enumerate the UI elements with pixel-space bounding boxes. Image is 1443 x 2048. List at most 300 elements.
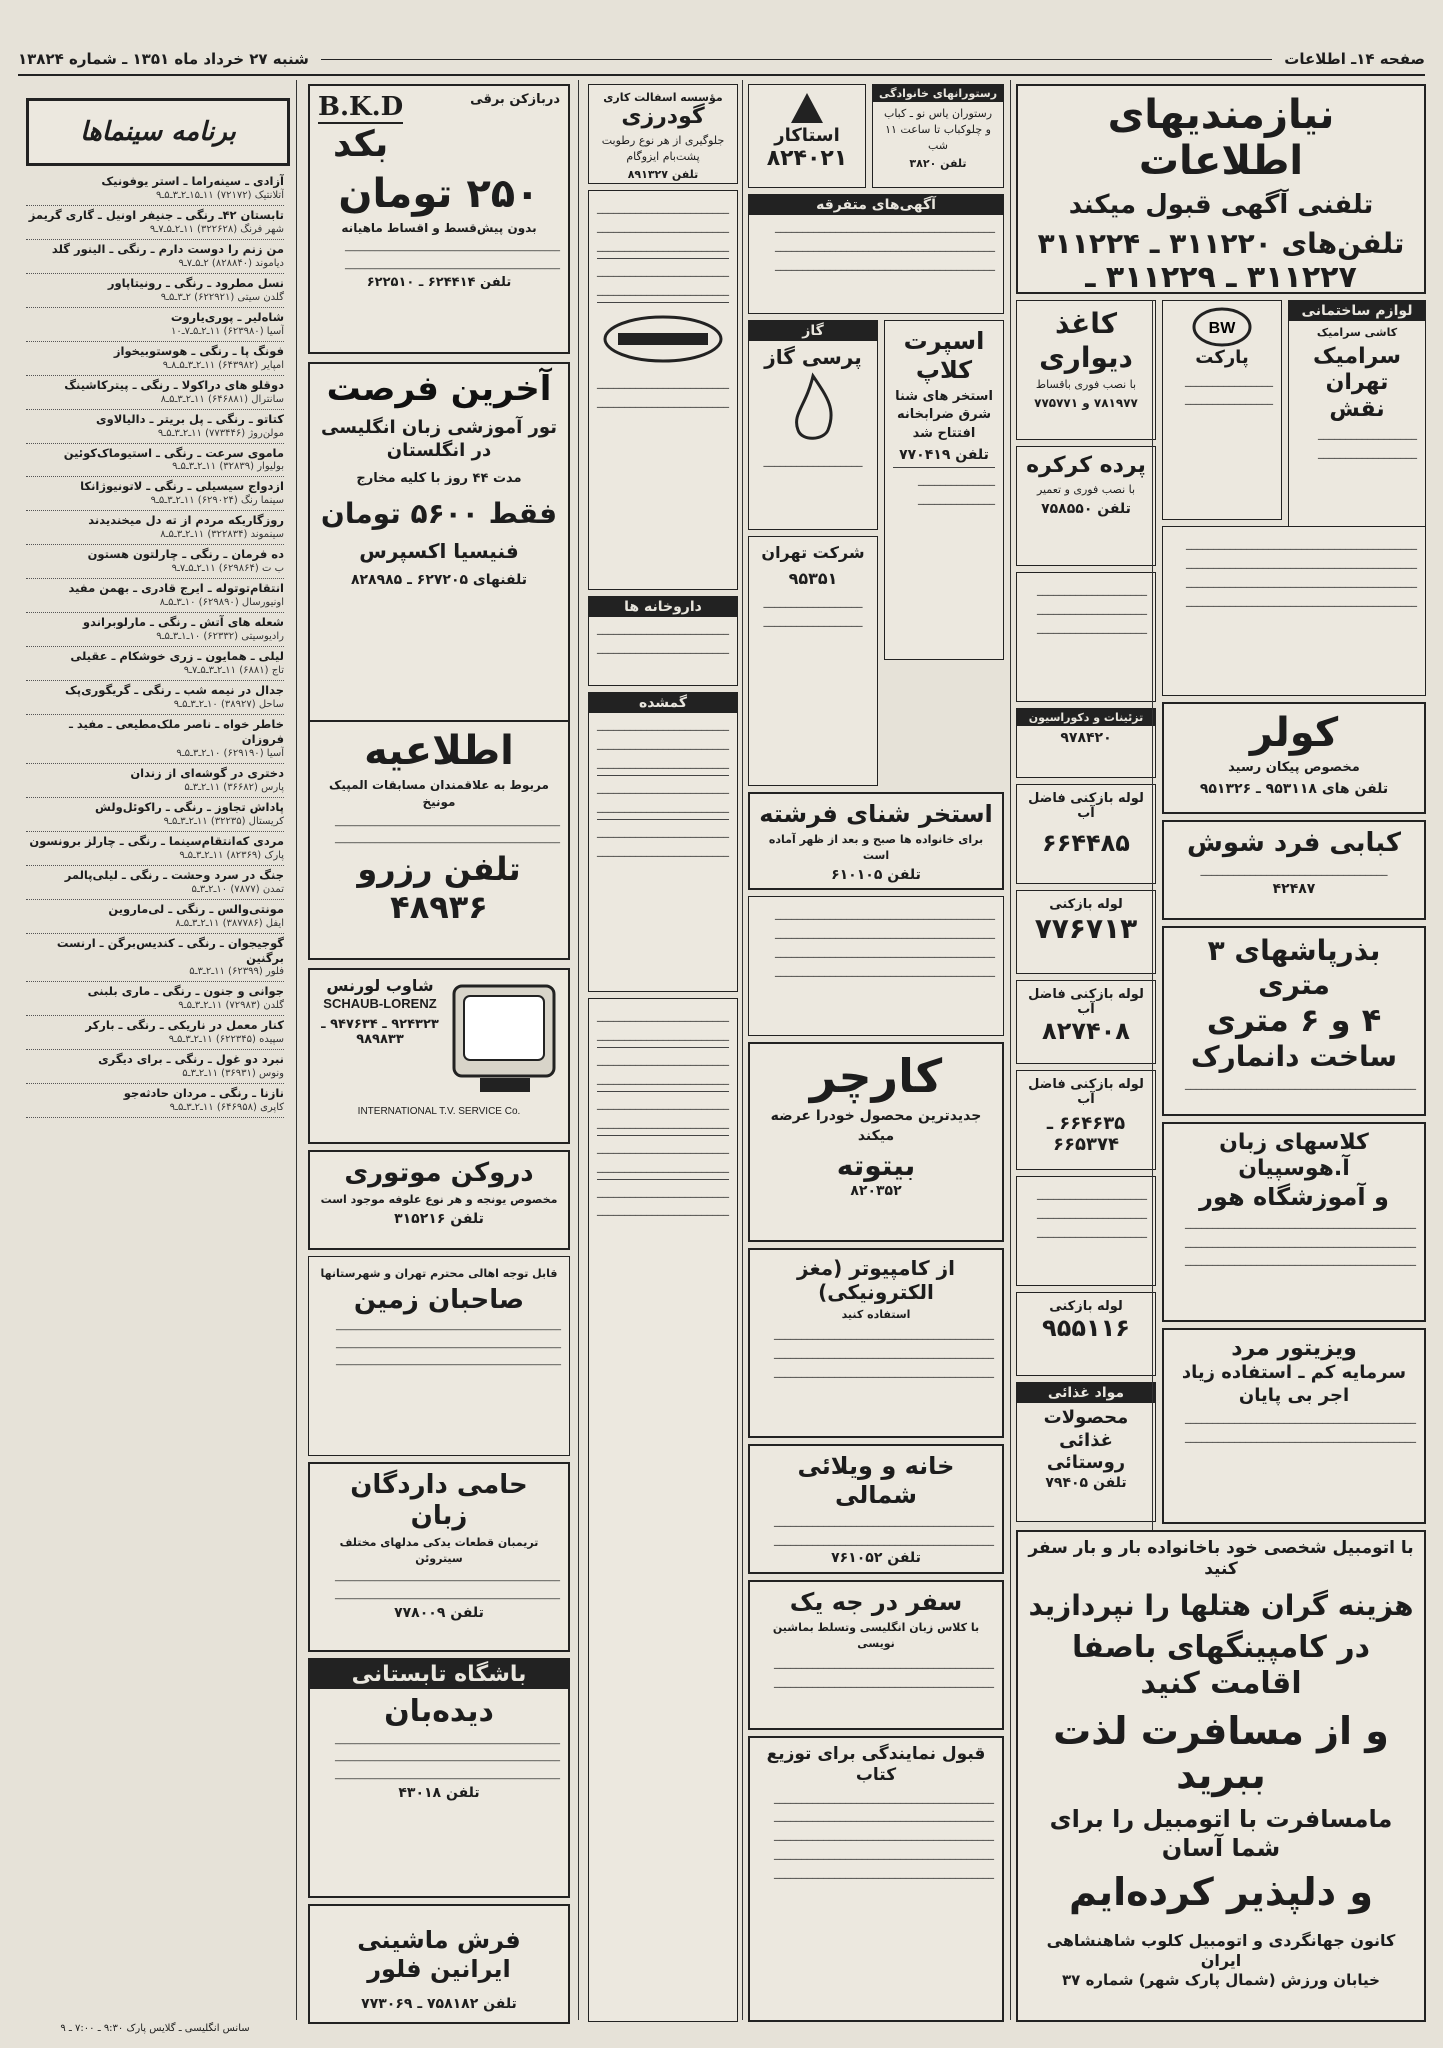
derokan-ad (308, 1150, 570, 1250)
bw-text-2: ________________ (1185, 392, 1273, 406)
lule4-ad (1016, 1070, 1156, 1170)
akharin-title: آخرین فرصت (326, 369, 552, 409)
cinema-film: کنار معمل در ناریکی ـ رنگی ـ بارکر (85, 1018, 284, 1033)
farsh-title: فرش ماشینی ایرانین فلور (357, 1926, 521, 1983)
kaghazdivari-text: با نصب فوری باقساط (1035, 378, 1137, 392)
cinema-film: روزگاریکه مردم از ته دل میخندیدند (88, 513, 284, 528)
bkd-phone: تلفن ۶۲۴۴۱۴ ـ ۶۲۲۵۱۰ (366, 275, 512, 291)
safar-title: سفر در جه یک (789, 1588, 963, 1616)
cinema-times: آتلانتیک (۷۲۱۷۲) ۱۱ـ۱۵ـ۲ـ۳ـ۵ـ۹ (155, 189, 284, 201)
kaghazdivari-ad (1016, 300, 1156, 440)
vizitor-title: ویزیتور مرد (1231, 1336, 1357, 1361)
row-sep (597, 1179, 729, 1180)
restaurants-text: رستوران یاس نو ـ کباب و چلوکباب تا ساعت ۱۱ شب (883, 107, 993, 152)
bkd-text: ___________________________________________ (345, 241, 560, 253)
kababi-ad (1162, 820, 1426, 920)
pardekarkareh-phone: تلفن ۷۵۸۵۵۰ (1041, 501, 1131, 518)
safar-body-2: ________________________________________ (774, 1674, 994, 1688)
computer-body-3: ________________________________________ (774, 1364, 994, 1378)
namayandegi-ad (748, 1736, 1004, 2022)
classified-b-10: ________________________ (597, 1203, 729, 1217)
espirt-title: اسپرت کلاپ (903, 327, 985, 384)
cinema-item (26, 410, 284, 444)
cinema-item (26, 982, 284, 1016)
niazmandiha-subtitle: تلفنی آگهی قبول میکند (1068, 190, 1374, 220)
cinema-times: مولن‌روژ (۷۷۳۴۴۶) ۱۱ـ۲ـ۳ـ۵ـ۹ (157, 427, 284, 439)
bkd-text-2: ___________________________________________ (345, 258, 560, 270)
ettelaiyeh-ad (308, 720, 570, 960)
tehran-phone: ۹۵۳۵۱ (788, 569, 838, 588)
classified-b-5: ________________________ (597, 1096, 729, 1110)
cinema-film: جوانی و جنون ـ رنگی ـ ماری بلبنی (87, 984, 284, 999)
cinema-film: شعله های آتش ـ رنگی ـ مارلوبراندو (82, 615, 284, 630)
cinema-times: گلدن (۷۲۹۸۳) ۱۱ـ۲ـ۳ـ۵ـ۹ (178, 1000, 284, 1012)
classified-text-7: ________________________ (597, 394, 729, 408)
gumshode-text-1: ________________________ (597, 718, 729, 731)
kaghazdivari-phone: ۷۸۱۹۷۷ و ۷۷۵۷۷۱ (1034, 396, 1138, 411)
classified-text-1: ________________________ (597, 201, 729, 214)
cinema-item (26, 832, 284, 866)
estakhr-title: استخر شنای فرشته (759, 800, 993, 828)
daru-text-2: ________________________ (597, 640, 729, 654)
cinema-item (26, 206, 284, 240)
lavazem-name: سرامیک تهران نقش (1313, 343, 1401, 422)
cinema-times: دیاموند (۸۲۸۸۴۰) ۲ـ۵ـ۷ـ۹ (178, 257, 284, 269)
cinema-film: ماموی سرعت ـ رنگی ـ استیوماک‌کوئین (63, 445, 284, 460)
bashgah-title: باشگاه تابستانی (310, 1660, 568, 1689)
bkd-tagline: دربازکن برقی (470, 92, 560, 107)
schaub-lorenz-ad (308, 968, 570, 1144)
cinema-item (26, 613, 284, 647)
gumshode-box (588, 692, 738, 992)
cinema-film: دختری در گوشه‌ای از زندان (130, 765, 284, 780)
cinema-times: کریستال (۳۲۲۳۵) ۱۱ـ۲ـ۳ـ۵ـ۹ (163, 815, 284, 827)
gumshode-text-5: ________________________ (597, 799, 729, 813)
safar-ad (748, 1580, 1004, 1730)
computer-title: از کامپیوتر (مغز الکترونیکی) (797, 1256, 955, 1304)
classified-b-7: ________________________ (597, 1140, 729, 1154)
pardekarkareh-text: با نصب فوری و تعمیر (1036, 483, 1136, 497)
cinema-times: اونیورسال (۶۲۹۸۹۰) ۱۰ـ۳ـ۵ـ۸ (159, 597, 284, 609)
col5-text-4: ____________________ (1037, 1187, 1147, 1200)
lavazem-text: کاشی سرامیک (1316, 326, 1398, 339)
classified-b-4: ________________________ (597, 1071, 729, 1085)
bazrpash-sub: ۴ و ۶ متری (1206, 1001, 1382, 1040)
bw-text-1: ________________ (1185, 373, 1273, 387)
bazrpash-origin: ساخت دانمارک (1190, 1039, 1398, 1073)
cinema-film: نبرد دو غول ـ رنگی ـ برای دیگری (98, 1052, 284, 1067)
saheban-body: _____________________________________________ (336, 1320, 561, 1332)
computer-body-2: ________________________________________ (774, 1345, 994, 1359)
cinema-film: من زنم را دوست دارم ـ رنگی ـ الینور گلد (51, 241, 284, 256)
column-rule-2 (578, 80, 579, 2020)
lule5-title: لوله بازکنی (1049, 1299, 1123, 1314)
cinema-film: خاطر خواه ـ ناصر ملک‌مطیعی ـ مفید ـ فروزان (68, 717, 284, 746)
kooler-phone: تلفن های ۹۵۳۱۱۸ ـ ۹۵۱۳۲۶ (1199, 780, 1389, 797)
schaub-brand: شاوب لورنس (326, 976, 434, 995)
cinema-times: سینما رنگ (۶۲۹۰۲۴) ۱۱ـ۲ـ۳ـ۵ـ۹ (150, 495, 284, 507)
bkd-ad (308, 84, 570, 354)
lule1-phone: ۶۶۴۴۸۵ (1042, 829, 1130, 857)
cinema-item (26, 798, 284, 832)
saheban-text: قابل توجه اهالی محترم تهران و شهرستانها (320, 1267, 558, 1280)
derokan-phone: تلفن ۳۱۵۲۱۶ (394, 1211, 484, 1228)
kooler-text: مخصوص پیکان رسید (1228, 760, 1360, 775)
gumshode-heading: گمشده (589, 693, 737, 713)
saheban-title: صاحبان زمین (353, 1284, 525, 1315)
col3-classifieds-1 (588, 190, 738, 590)
gaz-flame-icon (757, 370, 869, 450)
classified-b-2: ________________________ (597, 1027, 729, 1041)
otomobil-line-3: در کامپینگهای باصفا اقامت کنید (1072, 1630, 1370, 1702)
col6-classifieds (1162, 526, 1426, 696)
bw-name: پارکت (1195, 347, 1249, 368)
karchar-phone: ۸۲۰۳۵۲ (850, 1183, 902, 1200)
row-sep (597, 302, 729, 303)
bw-parket-ad (1162, 300, 1282, 520)
cinema-times: کاپری (۶۴۶۹۵۸) ۱۱ـ۲ـ۳ـ۵ـ۹ (169, 1102, 284, 1114)
estakhr-text: برای خانواده ها صبح و بعد از ظهر آماده است (768, 832, 984, 862)
lule2-title: لوله بازکنی (1049, 897, 1123, 912)
classified-text-2: ________________________ (597, 219, 729, 233)
namayandegi-text-3: ________________________________________ (774, 1828, 994, 1842)
computer-text: استفاده کنید (841, 1308, 911, 1321)
kelas-body-1: __________________________________________ (1185, 1215, 1416, 1229)
ostakar-phone: ۸۲۴۰۲۱ (766, 146, 848, 171)
cinema-times: رادیوسیتی (۶۲۳۳۲) ۱۰ـ۱ـ۳ـ۵ـ۹ (156, 631, 284, 643)
lule5-phone: ۹۵۵۱۱۶ (1042, 1314, 1130, 1342)
otomobil-line-6: و دلپذیر کرده‌ایم (1069, 1870, 1373, 1915)
akharin-text: مدت ۴۴ روز با کلیه مخارج (356, 471, 522, 487)
kababi-phone: ۴۲۴۸۷ (1272, 881, 1316, 898)
cinema-times: شهر فرنگ (۳۲۲۶۲۸) ۱۱ـ۲ـ۵ـ۷ـ۹ (149, 223, 284, 235)
lavazem-ad (1288, 300, 1426, 560)
vizitor-sub: سرمایه کم ـ استفاده زیاد (1181, 1362, 1407, 1384)
cinema-item (26, 900, 284, 934)
cinema-item (26, 1050, 284, 1084)
karchar-text: جدیدترین محصول خودرا عرضه میکند (770, 1107, 982, 1145)
cinema-item (26, 681, 284, 715)
hami-phone: تلفن ۷۷۸۰۰۹ (394, 1605, 484, 1622)
kelas-sub: و آموزشگاه هور (1199, 1182, 1389, 1211)
pakhsh-text-3: ________________________________________ (775, 257, 995, 271)
espirt-text: استخر های شنا شرق ضرابخانه افتتاح شد (895, 388, 993, 442)
kelas-body-3: __________________________________________ (1185, 1253, 1416, 1267)
computer-ad (748, 1248, 1004, 1438)
cinema-item (26, 647, 284, 681)
espirt-ad (884, 320, 1004, 660)
svg-text:BW: BW (1208, 320, 1236, 337)
cinema-film: آزادی ـ سینه‌راما ـ استر یوفونیک (101, 174, 284, 188)
saheban-ad (308, 1256, 570, 1456)
pardekarkareh-ad (1016, 446, 1156, 566)
lule2-phone: ۷۷۶۷۱۳ (1034, 912, 1138, 945)
otomobil-ad (1016, 1530, 1426, 2022)
cinema-film: گوجیجوان ـ رنگی ـ کندیس‌برگن ـ ارنست برگنین (56, 935, 284, 965)
cinema-item (26, 1016, 284, 1050)
ostakar-name: استاکار (774, 125, 840, 146)
cinema-times: ایفل (۳۸۷۷۸۶) ۱۱ـ۲ـ۳ـ۵ـ۸ (175, 917, 284, 929)
goodrazi-text: جلوگیری از هر نوع رطوبت پشت‌بام ایزوگام (601, 134, 725, 164)
daru-heading: داروخانه ها (589, 597, 737, 617)
classified-b-3: ________________________ (597, 1052, 729, 1066)
col5-classifieds (1016, 572, 1156, 702)
cinema-film: جنگ در سرد وحشت ـ رنگی ـ لیلی‌پالمر (64, 867, 284, 882)
tehran-ad (748, 536, 878, 786)
derokan-title: دروکن موتوری (344, 1158, 534, 1188)
tehran-text-1: __________________ (763, 595, 863, 608)
cinema-times: آسیا (۶۲۹۱۹۰) ۱۰ـ۲ـ۳ـ۵ـ۹ (176, 747, 284, 759)
lule3-ad (1016, 980, 1156, 1064)
restaurants-heading: رستورانهای خانوادگی (873, 85, 1003, 102)
cinema-times: گلدن سیتی (۶۲۲۹۲۱) ۲ـ۳ـ۵ـ۹ (160, 291, 284, 303)
niazmandiha-phones-1: تلفن‌های ۳۱۱۲۲۰ ـ ۳۱۱۲۲۴ (1037, 227, 1405, 261)
schaub-model: SCHAUB-LORENZ (323, 996, 437, 1011)
schaub-service: INTERNATIONAL T.V. SERVICE Co. (357, 1106, 521, 1117)
pakhsh-text-2: ________________________________________ (775, 238, 995, 252)
khanevila-title: خانه و ویلائی شمالی (797, 1452, 955, 1509)
tehran-text-2: __________________ (763, 613, 863, 627)
gumshode-text-4: ________________________ (597, 780, 729, 794)
tehran-name: شرکت تهران (761, 543, 865, 562)
khanevila-phone: تلفن ۷۶۱۰۵۲ (831, 1550, 921, 1567)
classified-b-6: ________________________ (597, 1115, 729, 1129)
column-rule-5 (1152, 300, 1153, 1530)
cinema-times: بولیوار (۳۲۸۳۹) ۱۱ـ۲ـ۳ـ۵ـ۹ (172, 461, 284, 473)
classified-text-4: ________________________ (597, 263, 729, 277)
col6-text-1: __________________________________________ (1186, 537, 1417, 550)
cinema-item (26, 342, 284, 376)
cinema-film: کتاتو ـ رنگی ـ پل بریتر ـ دالیالاوی (96, 411, 284, 426)
col6-text-4: __________________________________________ (1186, 593, 1417, 607)
kooler-ad (1162, 702, 1426, 814)
ettelaiyeh-phone: تلفن رزرو ۴۸۹۳۶ (357, 849, 521, 926)
bashgah-body: _____________________________________________ (335, 1733, 560, 1745)
column-rule-4 (1010, 80, 1011, 2020)
kelas-body-2: __________________________________________ (1185, 1234, 1416, 1248)
lule4-phone: ۶۶۴۶۳۵ ـ ۶۶۵۳۷۴ (1046, 1113, 1126, 1155)
farsh-phone: تلفن ۷۵۸۱۸۲ ـ ۷۷۳۰۶۹ (361, 1995, 517, 2012)
cinema-film: مردی که‌انتقام‌سینما ـ رنگی ـ چارلز برونسون (29, 833, 284, 848)
torz-ad (1016, 708, 1156, 778)
farsh-ad (308, 1904, 570, 2024)
bazrpash-title: بذرپاشهای ۳ متری (1207, 934, 1381, 1001)
namayandegi-text-2: ________________________________________ (774, 1809, 994, 1823)
gumshode-text-2: ________________________ (597, 736, 729, 750)
classified-text-5: ________________________ (597, 282, 729, 296)
vizitor-body-1: __________________________________________ (1185, 1411, 1416, 1425)
akharin-price: فقط ۵۶۰۰ تومان (320, 496, 558, 530)
restaurants-phone: تلفن ۳۸۲۰ (909, 156, 967, 170)
karchar-title: کارچر (809, 1049, 943, 1103)
lule3-phone: ۸۲۷۴۰۸ (1042, 1017, 1130, 1045)
cinema-item (26, 172, 284, 206)
cinema-times: ونوس (۳۶۹۳۱) ۱۱ـ۲ـ۳ـ۵ (182, 1068, 284, 1080)
gaz-text: __________________ (763, 454, 863, 467)
cinema-times: سپیده (۶۲۲۳۴۵) ۱۱ـ۲ـ۳ـ۵ـ۹ (168, 1034, 284, 1046)
lule1-ad (1016, 784, 1156, 884)
cinema-item (26, 511, 284, 545)
col4-classifieds (748, 896, 1004, 1036)
mavad-phone: تلفن ۷۹۴۰۵ (1045, 1474, 1127, 1491)
bkd-logo: B.K.D بکد (318, 92, 404, 165)
lavazem-body-2: __________________ (1318, 446, 1417, 460)
akharin-phone: تلفنهای ۶۲۷۲۰۵ ـ ۸۲۸۹۸۵ (350, 571, 528, 588)
column-rule-3 (742, 80, 743, 2020)
namayandegi-title: قبول نمایندگی برای توزیع کتاب (766, 1744, 986, 1786)
bazrpash-body: __________________________________________ (1185, 1077, 1416, 1091)
cinema-times: ساحل (۳۸۹۲۷) ۱۰ـ۲ـ۳ـ۵ـ۹ (173, 699, 284, 710)
torz-heading: تزئینات و دکوراسیون (1017, 709, 1155, 726)
ostakar-logo-icon (757, 91, 857, 125)
lule1-title: لوله بازکنی فاضل آب (1028, 791, 1144, 821)
cinema-film: ده فرمان ـ رنگی ـ چارلتون هستون (87, 547, 284, 562)
cinema-times: امپایر (۶۴۳۹۸۲) ۱۱ـ۲ـ۳ـ۵ـ۸ـ۹ (162, 359, 284, 371)
cinema-film: شاه‌لیر ـ پوری‌یاروت (170, 309, 284, 324)
estakhr-ad (748, 792, 1004, 890)
cinema-times: تمدن (۷۸۷۷) ۱۰ـ۲ـ۳ـ۵ (191, 883, 284, 895)
vizitor-body-2: __________________________________________ (1185, 1430, 1416, 1444)
ostakar-ad (748, 84, 866, 188)
bashgah-body-2: _____________________________________________ (335, 1751, 560, 1762)
lule3-title: لوله بازکنی فاضل آب (1028, 987, 1144, 1017)
pakhsh-heading: آگهی‌های متفرقه (749, 195, 1003, 215)
cinema-item (26, 274, 284, 308)
classified-text-6: ________________________ (597, 375, 729, 389)
lule2-ad (1016, 890, 1156, 974)
col6-text-3: __________________________________________ (1186, 574, 1417, 588)
cinema-item (26, 1084, 284, 1118)
cinema-item (26, 545, 284, 579)
col4-text-4: ________________________________________ (775, 963, 995, 977)
bkd-price: ۲۵۰ تومان (338, 171, 540, 217)
col5-text-6: ____________________ (1037, 1224, 1147, 1238)
safar-text: با کلاس زبان انگلیسی وتسلط بماشین نویسی (772, 1620, 980, 1650)
bashgah-body-3: _____________________________________________ (335, 1768, 560, 1780)
computer-body-1: ________________________________________ (774, 1326, 994, 1340)
niazmandiha-ad (1016, 84, 1426, 294)
hami-text: تریمبان قطعات یدکی مدلهای مختلف سیتروئن (339, 1536, 539, 1566)
col5-text-1: ____________________ (1037, 583, 1147, 596)
kelas-title: کلاسهای زبان آ.هوسپیان (1219, 1130, 1369, 1182)
mavad-heading: مواد غذائی (1017, 1383, 1155, 1403)
gaz-heading: گاز (749, 321, 877, 341)
restaurants-ad (872, 84, 1004, 188)
hami-body: _____________________________________________ (335, 1571, 560, 1583)
col4-text-2: ________________________________________ (775, 925, 995, 939)
gumshode-text-7: ________________________ (597, 843, 729, 857)
otomobil-line-5: مامسافرت با اتومبیل را برای شما آسان (1049, 1805, 1393, 1863)
bashgah-phone: تلفن ۴۳۰۱۸ (398, 1785, 480, 1801)
saheban-body-2: _____________________________________________ (336, 1337, 561, 1349)
cinema-times: سانترال (۶۴۶۸۸۱) ۱۱ـ۲ـ۳ـ۵ـ۸ (160, 393, 284, 405)
cinema-film: نازنا ـ رنگی ـ مردان حادثه‌جو (123, 1086, 284, 1101)
cinema-film: نسل مطرود ـ رنگی ـ رونیتاپاور (107, 275, 284, 290)
goodrazi-phone: تلفن ۸۹۱۳۲۷ (627, 168, 699, 182)
niazmandiha-phones-2: ۳۱۱۲۲۷ ـ ۳۱۱۲۲۹ ـ (1085, 260, 1357, 294)
cinema-item (26, 934, 284, 983)
bkd-note: بدون پیش‌قسط و اقساط ماهیانه (341, 221, 537, 235)
daru-text: ________________________ (597, 622, 729, 635)
ettelaiyeh-body-2: _____________________________________________ (335, 833, 560, 845)
lule4-title: لوله بازکنی فاضل آب (1028, 1077, 1144, 1107)
lavazem-body-1: __________________ (1318, 427, 1417, 441)
cinema-item (26, 376, 284, 410)
cinema-film: لیلی ـ همایون ـ زری خوشکام ـ عقیلی (70, 649, 284, 664)
tv-icon (450, 976, 560, 1106)
cinema-film: جدال در نیمه شب ـ رنگی ـ گریگوری‌پک (64, 683, 284, 698)
hami-ad (308, 1462, 570, 1652)
cinema-times: پارک (۸۲۳۶۹) ۱۱ـ۲ـ۳ـ۵ـ۹ (179, 849, 284, 861)
cinema-times: فلور (۶۲۳۹۹) ۱۱ـ۲ـ۳ـ۵ (189, 966, 284, 978)
cinema-item (26, 477, 284, 511)
row-sep (893, 467, 995, 468)
lule5-ad (1016, 1292, 1156, 1376)
classified-b-8: ________________________ (597, 1159, 729, 1173)
header-page-label: صفحه ۱۴ـ اطلاعات (1284, 50, 1425, 68)
col5-text-2: ____________________ (1037, 601, 1147, 615)
row-sep (597, 1091, 729, 1092)
cinema-item (26, 444, 284, 478)
kaghazdivari-title: کاغذ دیواری (1039, 307, 1133, 374)
otomobil-org: کانون جهانگردی و اتومبیل کلوب شاهنشاهی ایران (1046, 1930, 1396, 1970)
derokan-text: مخصوص یونجه و هر نوع علوفه موجود است (320, 1193, 558, 1207)
schaub-phones: ۹۲۴۳۲۳ ـ ۹۴۷۶۳۴ ـ ۹۸۹۸۳۳ (321, 1017, 439, 1047)
column-rule (296, 80, 297, 2020)
khanevila-text-2: ________________________________________ (774, 1532, 994, 1546)
vizitor-ad (1162, 1328, 1426, 1524)
page-header (18, 44, 1425, 76)
akharin-sub: تور آموزشی زبان انگلیسی در انگلستان (321, 417, 557, 461)
col6-text-2: __________________________________________ (1186, 555, 1417, 569)
cinema-times: پارس (۳۶۶۸۲) ۱۱ـ۲ـ۳ـ۵ (184, 781, 284, 793)
niazmandiha-title: نیازمندیهای اطلاعات (1107, 92, 1335, 184)
col5-text-3: ____________________ (1037, 620, 1147, 634)
cinema-film: پاداش تجاوز ـ رنگی ـ راکوئل‌ولش (95, 799, 284, 814)
gumshode-text-3: ________________________ (597, 755, 729, 769)
row-sep (597, 258, 729, 259)
col5-classifieds-2 (1016, 1176, 1156, 1286)
cinema-item (26, 308, 284, 342)
pardekarkareh-title: پرده کرکره (1026, 453, 1146, 478)
cinema-film: انتقام‌توتوله ـ ایرج قادری ـ بهمن مفید (68, 581, 284, 596)
cinema-times: سینموند (۳۲۲۸۳۴) ۱۱ـ۲ـ۳ـ۵ـ۸ (160, 529, 284, 541)
kababi-title: کبابی فرد شوش (1187, 828, 1401, 858)
classified-text-3: ________________________ (597, 238, 729, 252)
header-date: شنبه ۲۷ خرداد ماه ۱۳۵۱ ـ شماره ۱۳۸۲۴ (18, 50, 309, 68)
vizitor-name: اجر بی پایان (1238, 1384, 1350, 1406)
ordinance-logo-icon (597, 309, 729, 369)
gaz-ad (748, 320, 878, 530)
cinema-item (26, 866, 284, 900)
karchar-ad (748, 1042, 1004, 1242)
hami-title: حامی داردگان زبان (350, 1470, 528, 1532)
torz-phone: ۹۷۸۴۲۰ (1060, 730, 1112, 746)
bashgah-ad (308, 1658, 570, 1898)
akharin-agency: فنیسیا اکسپرس (359, 538, 519, 563)
cinema-film: دوقلو های دراکولا ـ رنگی ـ پیترکاشینگ (64, 377, 284, 392)
pakhsh-ad (748, 194, 1004, 314)
hami-body-2: _____________________________________________ (335, 1588, 560, 1600)
kelas-ad (1162, 1122, 1426, 1322)
otomobil-line-2: هزینه گران هتلها را نپردازید (1028, 1588, 1414, 1622)
cinema-title: برنامه سینماها (26, 98, 290, 166)
saheban-body-3: _____________________________________________ (336, 1355, 561, 1367)
karchar-name: بیتوته (836, 1149, 916, 1183)
cinema-item (26, 715, 284, 764)
cinema-item (26, 764, 284, 798)
otomobil-addr: خیابان ورزش (شمال پارک شهر) شماره ۳۷ (1062, 1970, 1380, 1989)
